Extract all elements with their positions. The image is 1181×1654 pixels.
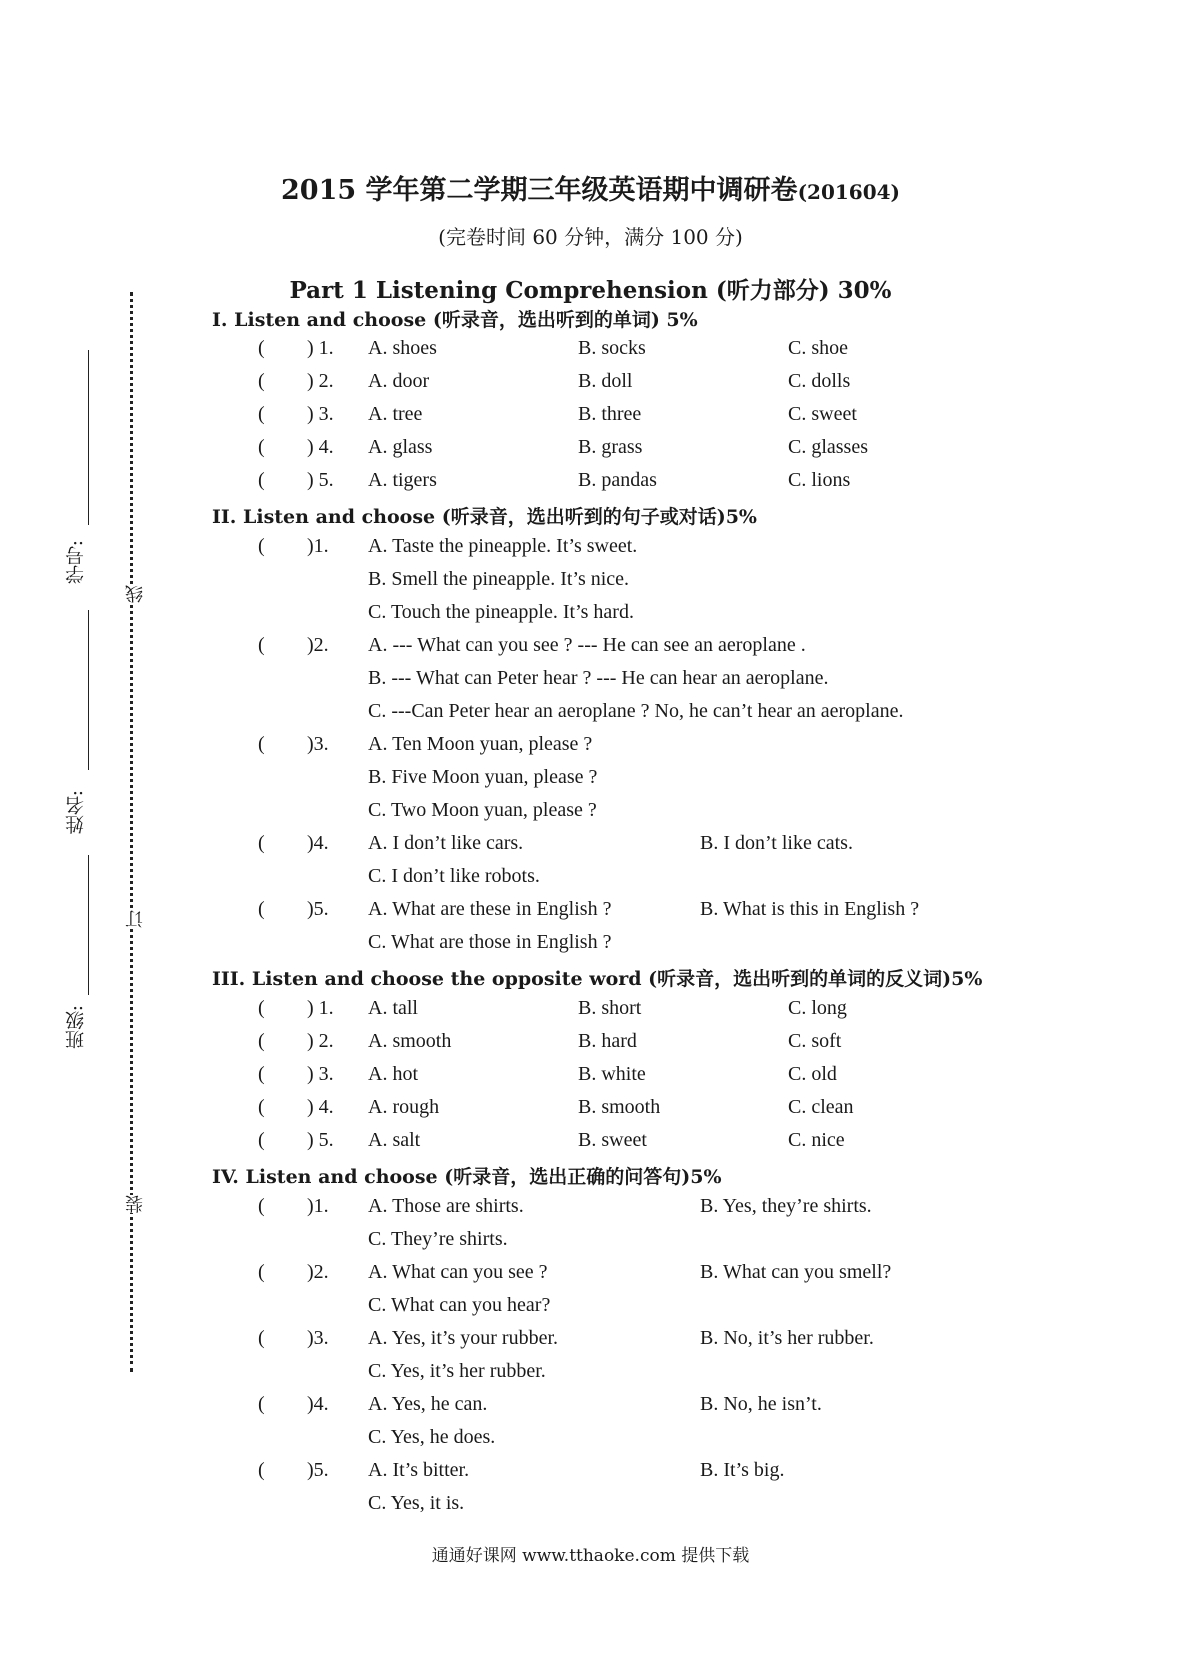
question-number: ) 5. [307,1129,334,1151]
option-b: B. I don’t like cats. [700,832,853,854]
option-c: C. What are those in English ? [368,931,612,953]
question-row [0,1261,1181,1289]
option-c: C. They’re shirts. [368,1228,508,1250]
question-number: )4. [307,1393,329,1415]
option-c: C. sweet [788,403,857,425]
option-a: A. glass [368,436,433,458]
option-b: B. doll [578,370,633,392]
footer-credit: 通通好课网 www.tthaoke.com 提供下载 [431,1546,750,1566]
option-a: A. rough [368,1096,440,1118]
answer-blank[interactable]: ( [258,403,265,425]
answer-blank[interactable]: ( [258,1063,265,1085]
question-row [0,370,1181,398]
question-number: ) 5. [307,469,334,491]
answer-blank[interactable]: ( [258,337,265,359]
question-number: ) 4. [307,1096,334,1118]
option-row [0,601,1181,629]
option-b: B. It’s big. [700,1459,785,1481]
option-c: C. soft [788,1030,842,1052]
option-row [0,766,1181,794]
option-row [0,667,1181,695]
option-c: C. glasses [788,436,868,458]
question-row [0,535,1181,563]
margin-word-staple: 装 [123,1195,149,1213]
question-row [0,997,1181,1025]
option-b: B. What is this in English ? [700,898,920,920]
option-row [0,931,1181,959]
option-c: C. old [788,1063,837,1085]
question-row [0,1129,1181,1157]
question-number: ) 3. [307,1063,334,1085]
question-number: ) 2. [307,370,334,392]
option-a: A. tall [368,997,418,1019]
option-row [0,1360,1181,1388]
question-row [0,1459,1181,1487]
answer-blank[interactable]: ( [258,1327,265,1349]
answer-blank[interactable]: ( [258,898,265,920]
option-c: C. clean [788,1096,854,1118]
option-c: C. Yes, it is. [368,1492,465,1514]
question-number: )2. [307,1261,329,1283]
answer-blank[interactable]: ( [258,1393,265,1415]
exam-info: (完卷时间 60 分钟，满分 100 分) [438,225,743,249]
margin-word-bind: 订 [123,910,149,928]
section-3-heading: III. Listen and choose the opposite word (听录音，选出听到的单词的反义词)5% [212,968,983,990]
question-number: ) 1. [307,997,334,1019]
question-row [0,898,1181,926]
option-row [0,865,1181,893]
student-id-label: 学号: [65,540,87,585]
option-c: C. I don’t like robots. [368,865,540,887]
option-b: B. No, it’s her rubber. [700,1327,874,1349]
question-row [0,1063,1181,1091]
question-number: )1. [307,1195,329,1217]
title-text: 2015 学年第二学期三年级英语期中调研卷 [281,175,798,206]
answer-blank[interactable]: ( [258,1096,265,1118]
question-row [0,1030,1181,1058]
option-c: C. What can you hear? [368,1294,551,1316]
option-a: A. smooth [368,1030,452,1052]
option-b: B. Five Moon yuan, please ? [368,766,598,788]
option-b: B. smooth [578,1096,661,1118]
question-row [0,733,1181,761]
question-number: )3. [307,733,329,755]
option-a: A. Taste the pineapple. It’s sweet. [368,535,638,557]
option-b: B. Smell the pineapple. It’s nice. [368,568,630,590]
option-a: A. Yes, he can. [368,1393,488,1415]
name-label: 姓名: [65,790,87,835]
option-c: C. Yes, it’s her rubber. [368,1360,546,1382]
question-row [0,1393,1181,1421]
option-a: A. hot [368,1063,418,1085]
option-c: C. long [788,997,847,1019]
question-number: )5. [307,1459,329,1481]
answer-blank[interactable]: ( [258,832,265,854]
option-c: C. shoe [788,337,848,359]
option-a: A. What can you see ? [368,1261,548,1283]
option-row [0,700,1181,728]
answer-blank[interactable]: ( [258,997,265,1019]
question-row [0,337,1181,365]
option-a: A. It’s bitter. [368,1459,470,1481]
question-number: )5. [307,898,329,920]
question-number: ) 4. [307,436,334,458]
option-a: A. Yes, it’s your rubber. [368,1327,559,1349]
question-number: )4. [307,832,329,854]
option-row [0,1426,1181,1454]
option-row [0,1294,1181,1322]
answer-blank[interactable]: ( [258,436,265,458]
option-a: A. --- What can you see ? --- He can see an aeroplane . [368,634,806,656]
option-a: A. Ten Moon yuan, please ? [368,733,593,755]
section-1-heading: I. Listen and choose (听录音，选出听到的单词) 5% [212,309,698,331]
question-number: ) 2. [307,1030,334,1052]
question-number: ) 1. [307,337,334,359]
question-row [0,436,1181,464]
question-row [0,403,1181,431]
answer-blank[interactable]: ( [258,370,265,392]
question-row [0,1327,1181,1355]
option-b: B. pandas [578,469,657,491]
answer-blank[interactable]: ( [258,535,265,557]
option-a: A. salt [368,1129,421,1151]
option-a: A. tigers [368,469,437,491]
class-label: 班级: [65,1005,87,1050]
option-b: B. What can you smell? [700,1261,892,1283]
question-row [0,634,1181,662]
option-b: B. Yes, they’re shirts. [700,1195,872,1217]
answer-blank[interactable]: ( [258,634,265,656]
option-b: B. hard [578,1030,637,1052]
question-number: ) 3. [307,403,334,425]
option-row [0,1492,1181,1520]
margin-word-line: 线 [123,585,149,603]
option-b: B. No, he isn’t. [700,1393,822,1415]
option-c: C. Yes, he does. [368,1426,496,1448]
option-c: C. Two Moon yuan, please ? [368,799,597,821]
option-c: C. dolls [788,370,851,392]
option-c: C. ---Can Peter hear an aeroplane ? No, he can’t hear an aeroplane. [368,700,904,722]
answer-blank[interactable]: ( [258,1129,265,1151]
question-row [0,1195,1181,1223]
question-number: )1. [307,535,329,557]
option-b: B. grass [578,436,643,458]
option-row [0,1228,1181,1256]
answer-blank[interactable]: ( [258,733,265,755]
option-row [0,568,1181,596]
option-b: B. three [578,403,642,425]
answer-blank[interactable]: ( [258,1195,265,1217]
part-heading: Part 1 Listening Comprehension (听力部分) 30% [289,277,892,304]
option-c: C. lions [788,469,851,491]
answer-blank[interactable]: ( [258,469,265,491]
answer-blank[interactable]: ( [258,1459,265,1481]
question-number: )2. [307,634,329,656]
option-a: A. Those are shirts. [368,1195,524,1217]
option-b: B. white [578,1063,646,1085]
question-number: )3. [307,1327,329,1349]
answer-blank[interactable]: ( [258,1261,265,1283]
option-row [0,799,1181,827]
title-code: (201604) [797,180,900,204]
option-c: C. nice [788,1129,845,1151]
page-title [0,168,1181,207]
option-a: A. What are these in English ? [368,898,612,920]
option-a: A. shoes [368,337,437,359]
option-a: A. I don’t like cars. [368,832,524,854]
option-b: B. socks [578,337,646,359]
option-b: B. short [578,997,642,1019]
section-2-heading: II. Listen and choose (听录音，选出听到的句子或对话)5% [212,506,757,528]
option-b: B. --- What can Peter hear ? --- He can hear an aeroplane. [368,667,829,689]
option-a: A. tree [368,403,423,425]
option-a: A. door [368,370,430,392]
question-row [0,469,1181,497]
question-row [0,1096,1181,1124]
answer-blank[interactable]: ( [258,1030,265,1052]
section-4-heading: IV. Listen and choose (听录音，选出正确的问答句)5% [212,1166,722,1188]
option-c: C. Touch the pineapple. It’s hard. [368,601,634,623]
option-b: B. sweet [578,1129,647,1151]
question-row [0,832,1181,860]
